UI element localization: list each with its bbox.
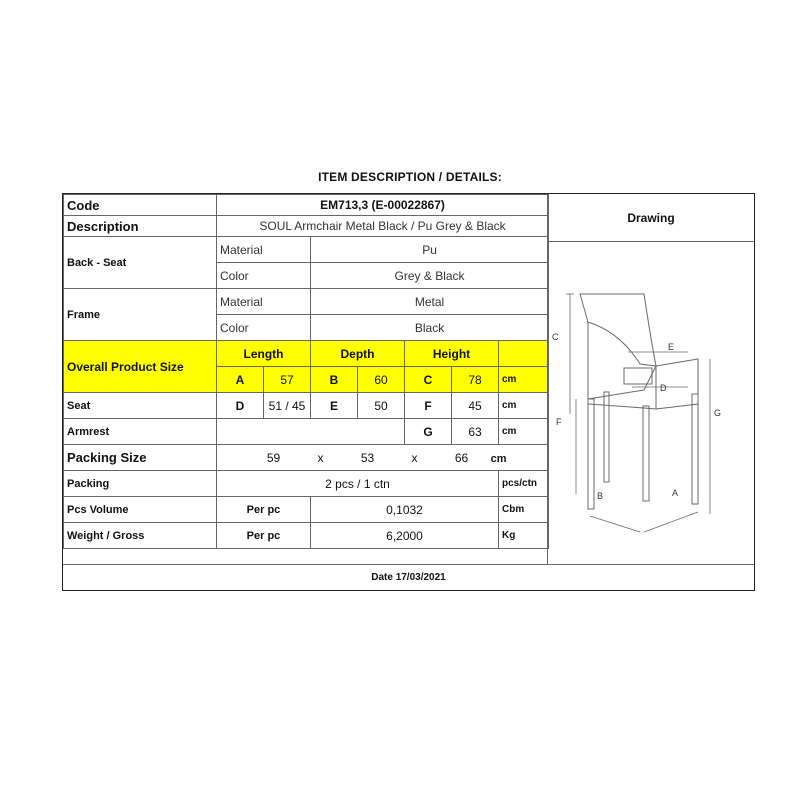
pcs-volume-unit: Cbm <box>499 497 549 523</box>
dim-e-label: E <box>311 393 358 419</box>
packing-row <box>64 471 549 497</box>
page-heading: ITEM DESCRIPTION / DETAILS: <box>318 170 502 184</box>
drawing-label-d: D <box>660 383 667 393</box>
armrest-row <box>64 419 549 445</box>
date-footer: Date 17/03/2021 <box>63 564 754 590</box>
height-header: Height <box>405 341 499 367</box>
packing-size-width: 53 <box>360 450 375 465</box>
dim-f-value: 45 <box>452 393 499 419</box>
spec-table <box>63 194 549 549</box>
frame-material-label: Material <box>217 289 311 315</box>
weight-unit: Kg <box>499 523 549 549</box>
pcs-volume-per: Per pc <box>217 497 311 523</box>
dim-c-label: C <box>405 367 452 393</box>
dim-c-value: 78 <box>452 367 499 393</box>
drawing-label-a: A <box>672 488 679 498</box>
length-header: Length <box>217 341 311 367</box>
packing-size-height: 66 <box>454 450 469 465</box>
drawing-label-f: F <box>556 417 562 427</box>
packing-size-label: Packing Size <box>64 445 217 471</box>
packing-value: 2 pcs / 1 ctn <box>217 471 499 497</box>
dim-e-value: 50 <box>358 393 405 419</box>
back-seat-material-row <box>64 237 549 263</box>
dim-b-value: 60 <box>358 367 405 393</box>
overall-blank-cell <box>499 341 549 367</box>
back-seat-color-label: Color <box>217 263 311 289</box>
description-label: Description <box>64 216 217 237</box>
frame-material-value: Metal <box>311 289 549 315</box>
packing-label: Packing <box>64 471 217 497</box>
packing-unit: pcs/ctn <box>499 471 549 497</box>
dim-b-label: B <box>311 367 358 393</box>
armchair-drawing <box>548 194 755 564</box>
code-row <box>64 195 549 216</box>
dim-line-a <box>644 512 698 532</box>
packing-size-sep-1: x <box>317 450 324 465</box>
seat-unit: cm <box>499 393 549 419</box>
frame-material-row <box>64 289 549 315</box>
seat-label: Seat <box>64 393 217 419</box>
pcs-volume-label: Pcs Volume <box>64 497 217 523</box>
packing-size-row <box>64 445 549 471</box>
drawing-label-c: C <box>552 332 559 342</box>
packing-size-values <box>217 445 549 471</box>
dim-a-value: 57 <box>264 367 311 393</box>
packing-size-unit: cm <box>490 452 507 465</box>
drawing-label-e: E <box>668 342 675 352</box>
pcs-volume-row <box>64 497 549 523</box>
dim-g-value: 63 <box>452 419 499 445</box>
armrest-label: Armrest <box>64 419 217 445</box>
code-value: EM713,3 (E-00022867) <box>217 195 549 216</box>
overall-size-header-row <box>64 341 549 367</box>
dim-a-label: A <box>217 367 264 393</box>
armrest-blank-cell <box>217 419 405 445</box>
weight-row <box>64 523 549 549</box>
spec-sheet <box>62 193 755 591</box>
weight-label: Weight / Gross <box>64 523 217 549</box>
chair-body-shape <box>588 322 656 409</box>
depth-header: Depth <box>311 341 405 367</box>
description-row <box>64 216 549 237</box>
drawing-pane <box>547 194 754 564</box>
back-seat-color-value: Grey & Black <box>311 263 549 289</box>
dim-d-value: 51 / 45 <box>264 393 311 419</box>
description-value: SOUL Armchair Metal Black / Pu Grey & Black <box>217 216 549 237</box>
frame-label: Frame <box>64 289 217 341</box>
dim-g-label: G <box>405 419 452 445</box>
dim-line-b <box>590 516 640 532</box>
chair-leg-front-right <box>643 406 649 501</box>
back-seat-label: Back - Seat <box>64 237 217 289</box>
armrest-unit: cm <box>499 419 549 445</box>
back-seat-material-value: Pu <box>311 237 549 263</box>
drawing-label-b: B <box>597 491 604 501</box>
pcs-volume-value: 0,1032 <box>311 497 499 523</box>
packing-size-length: 59 <box>266 450 281 465</box>
drawing-label-g: G <box>714 408 722 418</box>
code-label: Code <box>64 195 217 216</box>
back-seat-material-label: Material <box>217 237 311 263</box>
packing-size-sep-2: x <box>411 450 418 465</box>
frame-color-value: Black <box>311 315 549 341</box>
overall-unit: cm <box>499 367 549 393</box>
dim-d-label: D <box>217 393 264 419</box>
weight-per: Per pc <box>217 523 311 549</box>
dim-f-label: F <box>405 393 452 419</box>
seat-row <box>64 393 549 419</box>
chair-leg-front-left <box>588 399 594 509</box>
drawing-title: Drawing <box>627 211 675 225</box>
overall-size-label: Overall Product Size <box>64 341 217 393</box>
weight-value: 6,2000 <box>311 523 499 549</box>
chair-leg-back-right <box>692 394 698 504</box>
frame-color-label: Color <box>217 315 311 341</box>
chair-back-shape <box>580 294 656 366</box>
